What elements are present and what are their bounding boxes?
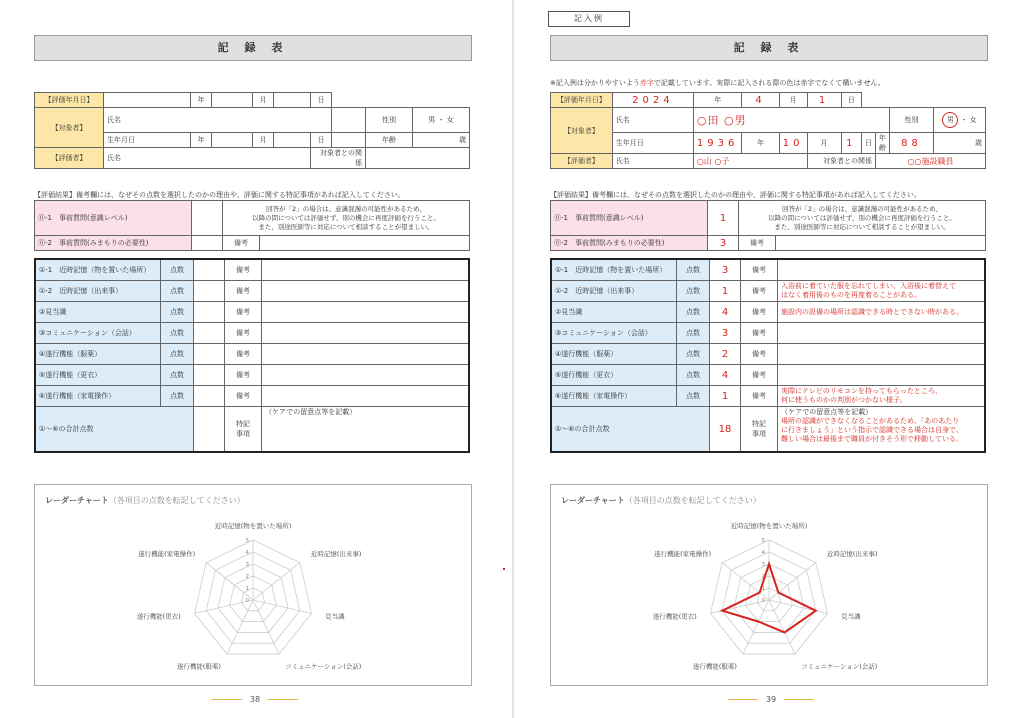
radar-tick-1: 1 (245, 586, 249, 592)
dob-label: 生年月日 (104, 133, 191, 148)
ex-dob-month[interactable]: 10 (779, 133, 807, 154)
eval-year-field[interactable] (104, 93, 191, 108)
age-label: 年齢 (366, 133, 413, 148)
radar-box-example: レーダーチャート（各項目の点数を転記してください） 近時記憶(物を置いた場所) 近時記憶(出来事) 見当識 コミュニケーション(会話) 遂行機能(服薬) 遂行機能(更衣) 遂行機能(家電操作) 0 1 2 3 4 5 (550, 484, 988, 686)
ex-q1-1-score[interactable]: 3 (710, 259, 741, 281)
eval-month-field[interactable] (212, 93, 253, 108)
q3-score[interactable] (194, 323, 225, 344)
radar-title: レーダーチャート（各項目の点数を転記してください） (45, 496, 245, 505)
ex-total-remark[interactable]: （ケアでの留意点等を記載） 場所の認識ができなくなることがあるため、「あのあたり に行きましょう」という指示で認識できる場合は自身で、 難しい場合は最後まで職員が付きそう形で移動している。 (778, 407, 986, 453)
radar-tick-4: 4 (245, 550, 249, 556)
radar-axis-label-2: 見当識 (841, 612, 861, 621)
dob-month-label: 月 (253, 133, 274, 148)
ex-q2-remark[interactable]: 施設内の設備の場所は認識できる時とできない時がある。 (778, 302, 986, 323)
ex-eval-year[interactable]: 2024 (612, 93, 693, 108)
day-label: 日 (311, 93, 332, 108)
q0-2-remark[interactable] (260, 236, 470, 251)
q2-remark[interactable] (262, 302, 470, 323)
ex-q6-score[interactable]: 1 (710, 386, 741, 407)
ex-q3-score[interactable]: 3 (710, 323, 741, 344)
ex-dob-day[interactable]: 1 (841, 133, 861, 154)
year-label: 年 (191, 93, 212, 108)
spacer (332, 133, 366, 148)
radar-tick-2: 2 (761, 574, 765, 580)
q4-score[interactable] (194, 344, 225, 365)
ex-q4-score[interactable]: 2 (710, 344, 741, 365)
pre-question-table (34, 200, 470, 251)
ex-q1-2-remark[interactable]: 入浴前に着ていた服を忘れてしまい、入浴後に着替えて はなく着用後のものを再度着ることがある。 (778, 281, 986, 302)
radar-tick-5: 5 (761, 538, 765, 544)
q6-label: ⑥遂行機能（家電操作） (35, 386, 161, 407)
radar-axis-3 (253, 600, 279, 654)
radar-axis-4 (227, 600, 253, 654)
radar-axis-label-6: 遂行機能(家電操作) (654, 549, 712, 558)
age-unit: 歳 (413, 133, 470, 148)
radar-axis-label-3: コミュニケーション(会話) (801, 662, 878, 671)
result-header-example: 【評価結果】備考欄には、なぜその点数を選択したのかの理由や、評価に関する特記事項があれば記入してください。 (550, 191, 921, 199)
page-gutter (512, 0, 514, 718)
radar-axis-label-6: 遂行機能(家電操作) (138, 549, 196, 558)
q0-1-score[interactable] (192, 201, 223, 236)
radar-tick-4: 4 (761, 550, 765, 556)
subject-label: 【対象者】 (35, 108, 104, 148)
radar-chart-example (629, 515, 909, 680)
stray-mark (503, 568, 505, 570)
q0-2-score[interactable] (192, 236, 223, 251)
radar-axis-label-2: 見当識 (325, 612, 345, 621)
ex-eval-month[interactable]: 4 (742, 93, 779, 108)
q6-remark[interactable] (262, 386, 470, 407)
ex-q0-2-score[interactable]: 3 (708, 236, 739, 251)
radar-axis-label-0: 近時記憶(物を置いた場所) (730, 522, 808, 530)
q3-remark[interactable] (262, 323, 470, 344)
ex-dob-year[interactable]: 1936 (693, 133, 741, 154)
special-label: 特記 事項 (225, 407, 262, 453)
example-note: ※記入例は分かりやすいよう赤字で記載しています。実際に記入される際の色は赤字でなくて構いません。 (550, 79, 885, 87)
dob-day-field[interactable] (274, 133, 311, 148)
ex-name[interactable]: ○田 ○男 (693, 108, 889, 133)
radar-axis-label-5: 遂行機能(更衣) (652, 612, 697, 621)
name-label: 氏名 (107, 116, 121, 124)
page-left (20, 0, 490, 718)
dob-day-label: 日 (311, 133, 332, 148)
q4-label: ④遂行機能（服薬） (35, 344, 161, 365)
radar-axis-label-0: 近時記憶(物を置いた場所) (214, 522, 292, 530)
q1-1-score[interactable] (194, 259, 225, 281)
radar-tick-5: 5 (245, 538, 249, 544)
header-table (34, 92, 470, 169)
ex-q6-remark[interactable]: 実際にテレビのリモコンを持ってもらったところ、 何に使うものかの判別がつかない様子。 (778, 386, 986, 407)
ex-age[interactable]: 88 (890, 133, 934, 154)
dob-month-field[interactable] (212, 133, 253, 148)
item-table: ①-1 近時記憶（物を置いた場所） 点数 備考 ①-2 近時記憶（出来事） 点数 備考 ②見当識 点数 備考 ③コミュニケーション（会話） 点数 備考 ④遂行機能（服薬） 点数 備考 ⑤遂行機能（更衣） 点数 備考 ⑥遂行機能（家電操作） 点数 備考 ①〜⑥の合計点数 特記 事項 （ケアでの留意点等を記載） (34, 258, 470, 453)
radar-axis-label-1: 近時記憶(出来事) (826, 549, 878, 558)
page-title: 記 録 表 (34, 35, 472, 61)
ex-eval-day[interactable]: 1 (807, 93, 841, 108)
q5-label: ⑤遂行機能（更衣） (35, 365, 161, 386)
total-score[interactable] (194, 407, 225, 453)
eval-date-label: 【評価年月日】 (35, 93, 104, 108)
example-tag: 記入例 (548, 11, 630, 27)
q2-score[interactable] (194, 302, 225, 323)
sex-options[interactable]: 男 ・ 女 (413, 108, 470, 133)
page-number: 38 (20, 695, 490, 704)
radar-axis-4 (743, 600, 769, 654)
radar-chart-blank (113, 515, 393, 680)
radar-tick-1: 1 (761, 586, 765, 592)
q1-2-remark[interactable] (262, 281, 470, 302)
dob-year-label: 年 (191, 133, 212, 148)
ex-q2-score[interactable]: 4 (710, 302, 741, 323)
total-label: ①〜⑥の合計点数 (35, 407, 194, 453)
page-number-example: 39 (536, 695, 1006, 704)
care-note[interactable]: （ケアでの留意点等を記載） (262, 407, 470, 453)
month-label: 月 (253, 93, 274, 108)
radar-axis-label-1: 近時記憶(出来事) (310, 549, 362, 558)
radar-axis-label-5: 遂行機能(更衣) (136, 612, 181, 621)
q0-2-label: ⓪-2 事前質問(みまもりの必要性) (35, 236, 192, 251)
page-title-example: 記 録 表 (550, 35, 988, 61)
pre-question-table-example: ⓪-1 事前質問(意識レベル) 1 回答が「2」の場合は、意識混濁の可能性があるため、 以降の問については評価せず、別の機会に再度評価を行うこと。 また、別途医師等に対応について相談することが望ましい。 ⓪-2 事前質問(みまもりの必要性) 3 備考 (550, 200, 986, 251)
radar-tick-3: 3 (761, 562, 765, 568)
radar-axis-label-4: 遂行機能(服薬) (692, 662, 737, 671)
header-table-example: 【評価年月日】 2024 年 4 月 1 日 【対象者】 氏名 ○田 ○男 性別 男 ・ 女 生年月日 1936 年 10 月 1 日 年齢 88 歳 【評価者】 氏名 ○山 ○子 対象者との関係 ○○施設職員 (550, 92, 986, 169)
result-header: 【評価結果】備考欄には、なぜその点数を選択したのかの理由や、評価に関する特記事項があれば記入してください。 (34, 191, 405, 199)
name-field[interactable] (332, 108, 366, 133)
q2-label: ②見当識 (35, 302, 161, 323)
ex-q0-1-score[interactable]: 1 (708, 201, 739, 236)
eval-day-field[interactable] (274, 93, 311, 108)
relation-field[interactable] (366, 148, 470, 169)
ex-q5-score[interactable]: 4 (710, 365, 741, 386)
ex-evaluator[interactable]: ○山 ○子 (693, 154, 807, 169)
ex-sex[interactable]: 男 ・ 女 (934, 108, 986, 133)
radar-tick-0: 0 (245, 598, 249, 604)
radar-axis-label-4: 遂行機能(服薬) (176, 662, 221, 671)
q6-score[interactable] (194, 386, 225, 407)
q4-remark[interactable] (262, 344, 470, 365)
q1-2-label: ①-2 近時記憶（出来事） (35, 281, 161, 302)
ex-total-score[interactable]: 18 (710, 407, 741, 453)
q0-2-remark-label: 備考 (223, 236, 260, 251)
radar-tick-0: 0 (761, 598, 765, 604)
q0-1-label: ⓪-1 事前質問(意識レベル) (35, 201, 192, 236)
evaluator-name-label: 氏名 (104, 148, 311, 169)
q0-note: 回答が「2」の場合は、意識混濁の可能性があるため、 以降の問については評価せず、別の機会に再度評価を行うこと。 また、別途医師等に対応について相談することが望ましい。 (223, 201, 470, 236)
radar-box (34, 484, 472, 686)
q5-score[interactable] (194, 365, 225, 386)
evaluator-label: 【評価者】 (35, 148, 104, 169)
radar-axis-label-3: コミュニケーション(会話) (285, 662, 362, 671)
radar-tick-2: 2 (245, 574, 249, 580)
ex-relation[interactable]: ○○施設職員 (876, 154, 986, 169)
ex-q1-2-score[interactable]: 1 (710, 281, 741, 302)
q5-remark[interactable] (262, 365, 470, 386)
q1-2-score[interactable] (194, 281, 225, 302)
q3-label: ③コミュニケーション（会話） (35, 323, 161, 344)
sex-label: 性別 (366, 108, 413, 133)
item-table-example: ①-1 近時記憶（物を置いた場所） 点数 3 備考 ①-2 近時記憶（出来事） 点数 1 備考 入浴前に着ていた服を忘れてしまい、入浴後に着替えて はなく着用後のものを再度着ることがある。 ②見当識 点数 4 備考 施設内の設備の場所は認識できる時とできない時がある。 ③コミュニケーション（会話） 点数 3 備考 ④遂行機能（服薬） 点数 2 備考 ⑤遂行機能（更衣） 点数 4 備考 ⑥遂行機能（家電操作） 点数 1 備考 実際にテレビのリモコンを持ってもらったところ、 何に使うものかの判別がつかない様子。 ①〜⑥の合計点数 18 特記 事項 （ケアでの留意点等を記載） 場所の認識ができなくなることがあるため、「あのあたり に行きましょう」という指示で認識できる場合は自身で、 難しい場合は最後まで職員が付きそう形で移動している。 (550, 258, 986, 453)
relation-label: 対象者との関係 (311, 148, 366, 169)
page-right (536, 0, 1006, 718)
q1-1-remark[interactable] (262, 259, 470, 281)
radar-tick-3: 3 (245, 562, 249, 568)
ex-sex-male-circled: 男 (942, 112, 958, 128)
q1-1-label: ①-1 近時記憶（物を置いた場所） (35, 259, 161, 281)
